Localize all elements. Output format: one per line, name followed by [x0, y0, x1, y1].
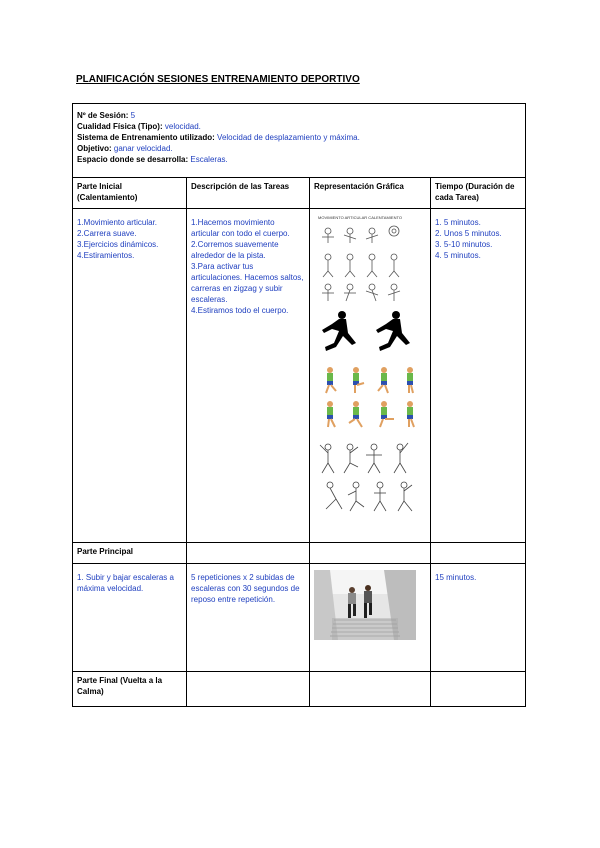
quality-label: Cualidad Física (Tipo): — [77, 122, 163, 131]
session-plan-table — [72, 103, 526, 707]
header-row — [73, 178, 526, 209]
header-initial: Parte Inicial (Calentamiento) — [73, 178, 187, 209]
session-info-cell — [73, 104, 526, 178]
initial-times-cell — [431, 209, 526, 543]
illustration-caption: MOVIMIENTO ARTICULAR CALENTAMIENTO — [318, 215, 402, 220]
header-time: Tiempo (Duración de cada Tarea) — [431, 178, 526, 209]
header-tasks: Descripción de las Tareas — [187, 178, 310, 209]
empty-cell — [187, 543, 310, 564]
initial-row — [73, 209, 526, 543]
initial-items-cell — [73, 209, 187, 543]
joint-movement-illustration — [316, 213, 410, 305]
initial-task: 2.Corremos suavemente alrededor de la pista. — [191, 240, 279, 260]
document-title: PLANIFICACIÓN SESIONES ENTRENAMIENTO DEPORTIVO — [76, 74, 360, 85]
initial-task: 1.Hacemos movimiento articular con todo el cuerpo. — [191, 218, 290, 238]
runners-silhouette — [312, 309, 422, 357]
space-value: Escaleras. — [190, 155, 228, 164]
final-part-label: Parte Final (Vuelta a la Calma) — [73, 672, 187, 707]
main-part-label: Parte Principal — [73, 543, 187, 564]
empty-cell — [310, 672, 431, 707]
initial-item: 1.Movimiento articular. — [77, 218, 158, 227]
initial-time: 1. 5 minutos. — [435, 218, 481, 227]
objective-label: Objetivo: — [77, 144, 112, 153]
system-label: Sistema de Entrenamiento utilizado: — [77, 133, 215, 142]
initial-item: 4.Estiramientos. — [77, 251, 135, 260]
initial-time: 4. 5 minutos. — [435, 251, 481, 260]
empty-cell — [431, 672, 526, 707]
initial-graphics-cell — [310, 209, 431, 543]
main-part-task: 5 repeticiones x 2 subidas de escaleras con 30 segundos de reposo entre repetición. — [187, 564, 310, 672]
initial-item: 3.Ejercicios dinámicos. — [77, 240, 159, 249]
header-graphic: Representación Gráfica — [310, 178, 431, 209]
stairs-photo — [314, 570, 416, 640]
system-value: Velocidad de desplazamiento y máxima. — [217, 133, 360, 142]
main-part-graphic-cell — [310, 564, 431, 672]
objective-value: ganar velocidad. — [113, 144, 173, 153]
main-part-time: 15 minutos. — [431, 564, 526, 672]
empty-cell — [431, 543, 526, 564]
space-label: Espacio donde se desarrolla: — [77, 155, 189, 164]
main-part-header-row — [73, 543, 526, 564]
empty-cell — [310, 543, 431, 564]
initial-time: 3. 5-10 minutos. — [435, 240, 493, 249]
initial-item: 2.Carrera suave. — [77, 229, 137, 238]
empty-cell — [187, 672, 310, 707]
initial-time: 2. Unos 5 minutos. — [435, 229, 502, 238]
quality-value: velocidad. — [164, 122, 201, 131]
session-label: Nº de Sesión: — [77, 111, 129, 120]
main-part-item: 1. Subir y bajar escaleras a máxima velocidad. — [73, 564, 187, 672]
initial-task: 4.Estiramos todo el cuerpo. — [191, 306, 289, 315]
final-part-row — [73, 672, 526, 707]
initial-task: 3.Para activar tus articulaciones. Hacemos saltos, carreras en zigzag y subir escaleras. — [191, 262, 304, 304]
initial-tasks-cell — [187, 209, 310, 543]
main-part-row — [73, 564, 526, 672]
dynamic-exercises-illustration — [318, 363, 422, 431]
session-info-row — [73, 104, 526, 178]
stretching-illustration — [316, 437, 420, 515]
session-value: 5 — [130, 111, 136, 120]
